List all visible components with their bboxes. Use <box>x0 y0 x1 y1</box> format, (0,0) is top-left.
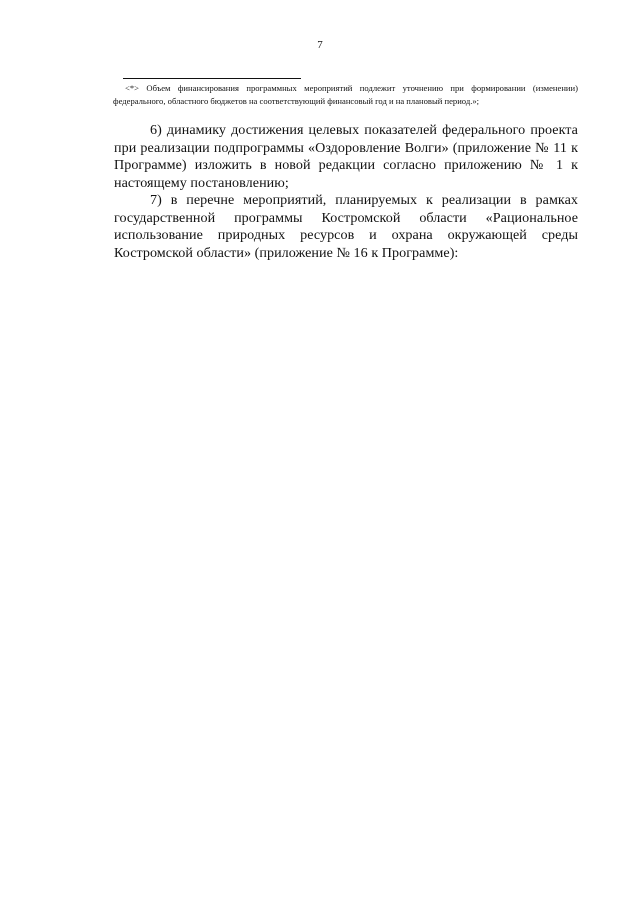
footnote-text: <*> Объем финансирования программных мероприятий подлежит уточнению при формировании (изменении) федерального, областного бюджетов на соответствующий финансовый год и на плановый период.»; <box>113 83 578 106</box>
paragraph-item-7: 7) в перечне мероприятий, планируемых к реализации в рамках государственной программы Костромской области «Рациональное использование природных ресурсов и охрана окружающей среды Костромской области» (приложение № 16 к Программе): <box>114 192 578 261</box>
paragraph-item-6: 6) динамику достижения целевых показателей федерального проекта при реализации подпрограммы «Оздоровление Волги» (приложение № 11 к Программе) изложить в новой редакции согласно приложению № 1 к настоящему постановлению; <box>114 122 578 191</box>
footnote-divider <box>123 78 301 79</box>
page-number: 7 <box>317 39 323 51</box>
